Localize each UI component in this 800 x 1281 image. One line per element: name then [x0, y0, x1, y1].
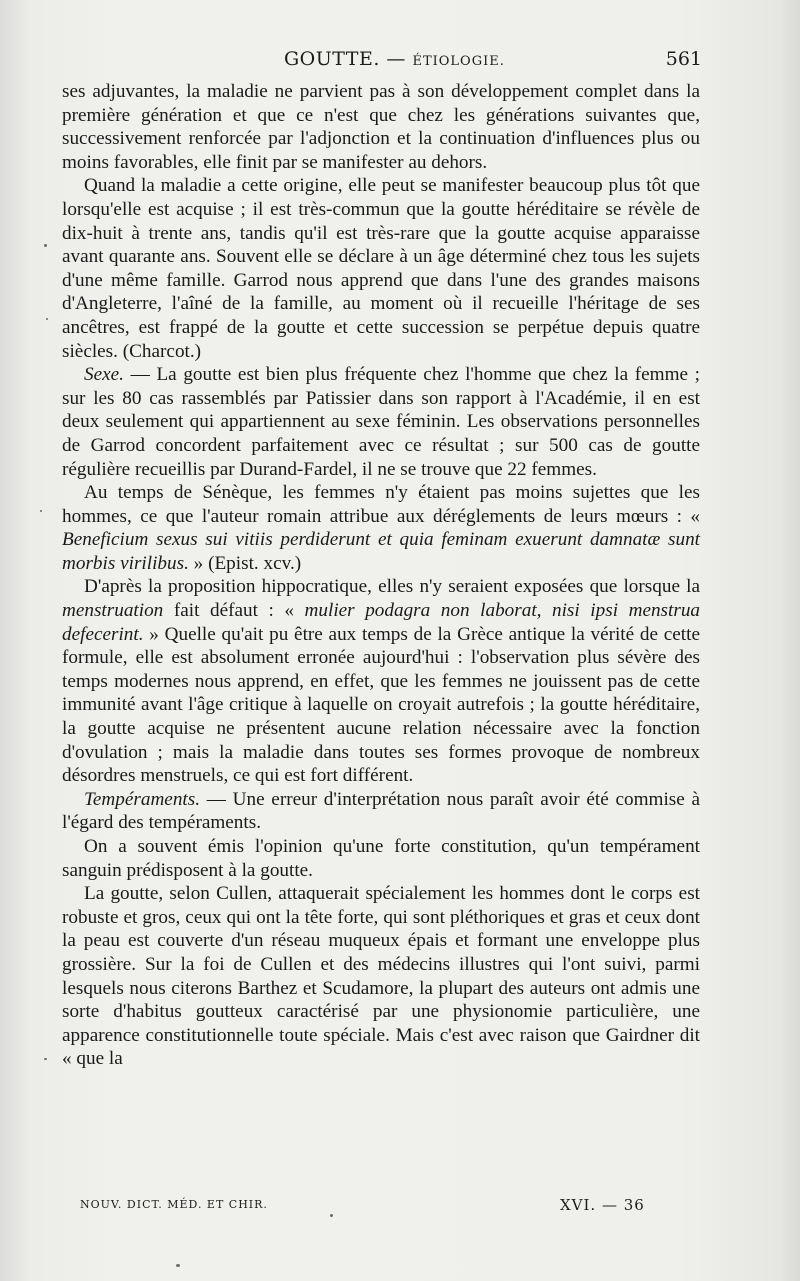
- section-lead-temperaments: Tempéraments.: [84, 788, 201, 810]
- seneca-quote: Beneficium sexus sui vitiis perdiderunt et quia feminam exuerunt damnatæ sunt morbis virilibus.: [62, 529, 700, 574]
- paragraph-2: Quand la maladie a cette origine, elle peut se manifester beaucoup plus tôt que lorsqu'elle est acquise ; il est très-commun que la goutte héréditaire se révèle de dix-huit à trente ans, tandis qu'il est très-rare que la goutte acquise apparaisse avant quarante ans. Souvent elle se déclare à un âge déterminé chez tous les sujets d'une même famille. Garrod nous apprend que dans l'une des grandes maisons d'Angleterre, l'aîné de la famille, au moment où il recueille l'héritage de ses ancêtres, est frappé de la goutte et cette succession se perpétue depuis quatre siècles. (Charcot.): [62, 175, 700, 362]
- paragraph-5-text-a: D'après la proposition hippocratique, elles n'y seraient exposées que lorsque la: [84, 576, 700, 598]
- paragraph-6: [62, 788, 700, 835]
- paragraph-3: [62, 363, 700, 481]
- page-number: 561: [665, 48, 702, 70]
- running-title: [284, 48, 505, 70]
- paper-speck: [44, 244, 47, 247]
- paragraph-4-text-a: Au temps de Sénèque, les femmes n'y étaient pas moins sujettes que les hommes, ce que l'auteur romain attribue aux déréglements de leurs mœurs : «: [62, 482, 700, 527]
- title-dash: —: [386, 48, 406, 70]
- paragraph-6-text: — Une erreur d'interprétation nous paraît avoir été commise à l'égard des tempéraments.: [62, 788, 700, 834]
- paper-speck: [46, 318, 48, 320]
- paragraph-8: La goutte, selon Cullen, attaquerait spécialement les hommes dont le corps est robuste et gros, ceux qui ont la tête forte, qui sont pléthoriques et gras et ceux dont la peau est couverte d'un réseau muqueux épais et formant une enveloppe plus grossière. Sur la foi de Cullen et des médecins illustres qui l'ont suivi, parmi lesquels nous citerons Barthez et Scudamore, la plupart des auteurs ont admis une sorte d'habitus goutteux caractérisé par une physionomie particulière, une apparence constitutionnelle toute spéciale. Mais c'est avec raison que Gairdner dit « que la: [62, 883, 700, 1070]
- title-main: GOUTTE.: [284, 48, 380, 70]
- section-lead-sexe: Sexe.: [84, 364, 124, 386]
- paper-speck: [176, 1264, 180, 1267]
- paragraph-5-text-c: » Quelle qu'ait pu être aux temps de la Grèce antique la vérité de cette formule, elle est absolument erronée aujourd'hui : l'observation plus sévère des temps modernes nous apprend, en effet, que les femmes ne jouissent pas de cette immunité avant l'âge critique à laquelle on croyait autrefois ; la goutte héréditaire, la goutte acquise ne présentent aucune relation nécessaire avec la fonction d'ovulation ; mais la maladie dans toutes ses formes provoque de nombreux désordres menstruels, ce qui est fort différent.: [62, 623, 700, 787]
- paragraph-7: On a souvent émis l'opinion qu'une forte constitution, qu'un tempérament sanguin prédisposent à la goutte.: [62, 836, 700, 881]
- footer-signature: XVI. — 36: [560, 1196, 645, 1214]
- hippocratic-quote: mulier podagra non laborat, nisi ipsi menstrua defecerint.: [62, 600, 701, 645]
- paragraph-4: [62, 481, 700, 575]
- paragraph-5-text-b: fait défaut : «: [163, 600, 305, 622]
- term-menstruation: menstruation: [62, 600, 164, 622]
- page-footer: [80, 1196, 700, 1218]
- paragraph-5: [62, 575, 700, 787]
- paragraph-3-text: — La goutte est bien plus fréquente chez l'homme que chez la femme ; sur les 80 cas rassemblés par Patissier dans son rapport à l'Académie, il en est deux seulement qui appartiennent au sexe féminin. Les observations personnelles de Garrod concordent parfaitement avec ce résultat ; sur 500 cas de goutte régulière recueillis par Durand-Fardel, il ne se trouve que 22 femmes.: [62, 364, 700, 480]
- paper-speck: [44, 1058, 47, 1060]
- title-section: ÉTIOLOGIE.: [412, 54, 505, 69]
- body-text: [62, 80, 700, 1071]
- paragraph-1: ses adjuvantes, la maladie ne parvient pas à son développement complet dans la première génération et que ce n'est que chez les générations suivantes que, successivement renforcée par l'adjonction et la continuation d'influences plus ou moins favorables, elle finit par se manifester au dehors.: [62, 81, 700, 173]
- footer-source: NOUV. DICT. MÉD. ET CHIR.: [80, 1198, 268, 1211]
- paper-speck: [330, 1214, 333, 1217]
- running-header: [64, 40, 704, 74]
- paragraph-4-text-b: » (Epist. xcv.): [188, 552, 302, 574]
- paper-speck: [40, 510, 42, 512]
